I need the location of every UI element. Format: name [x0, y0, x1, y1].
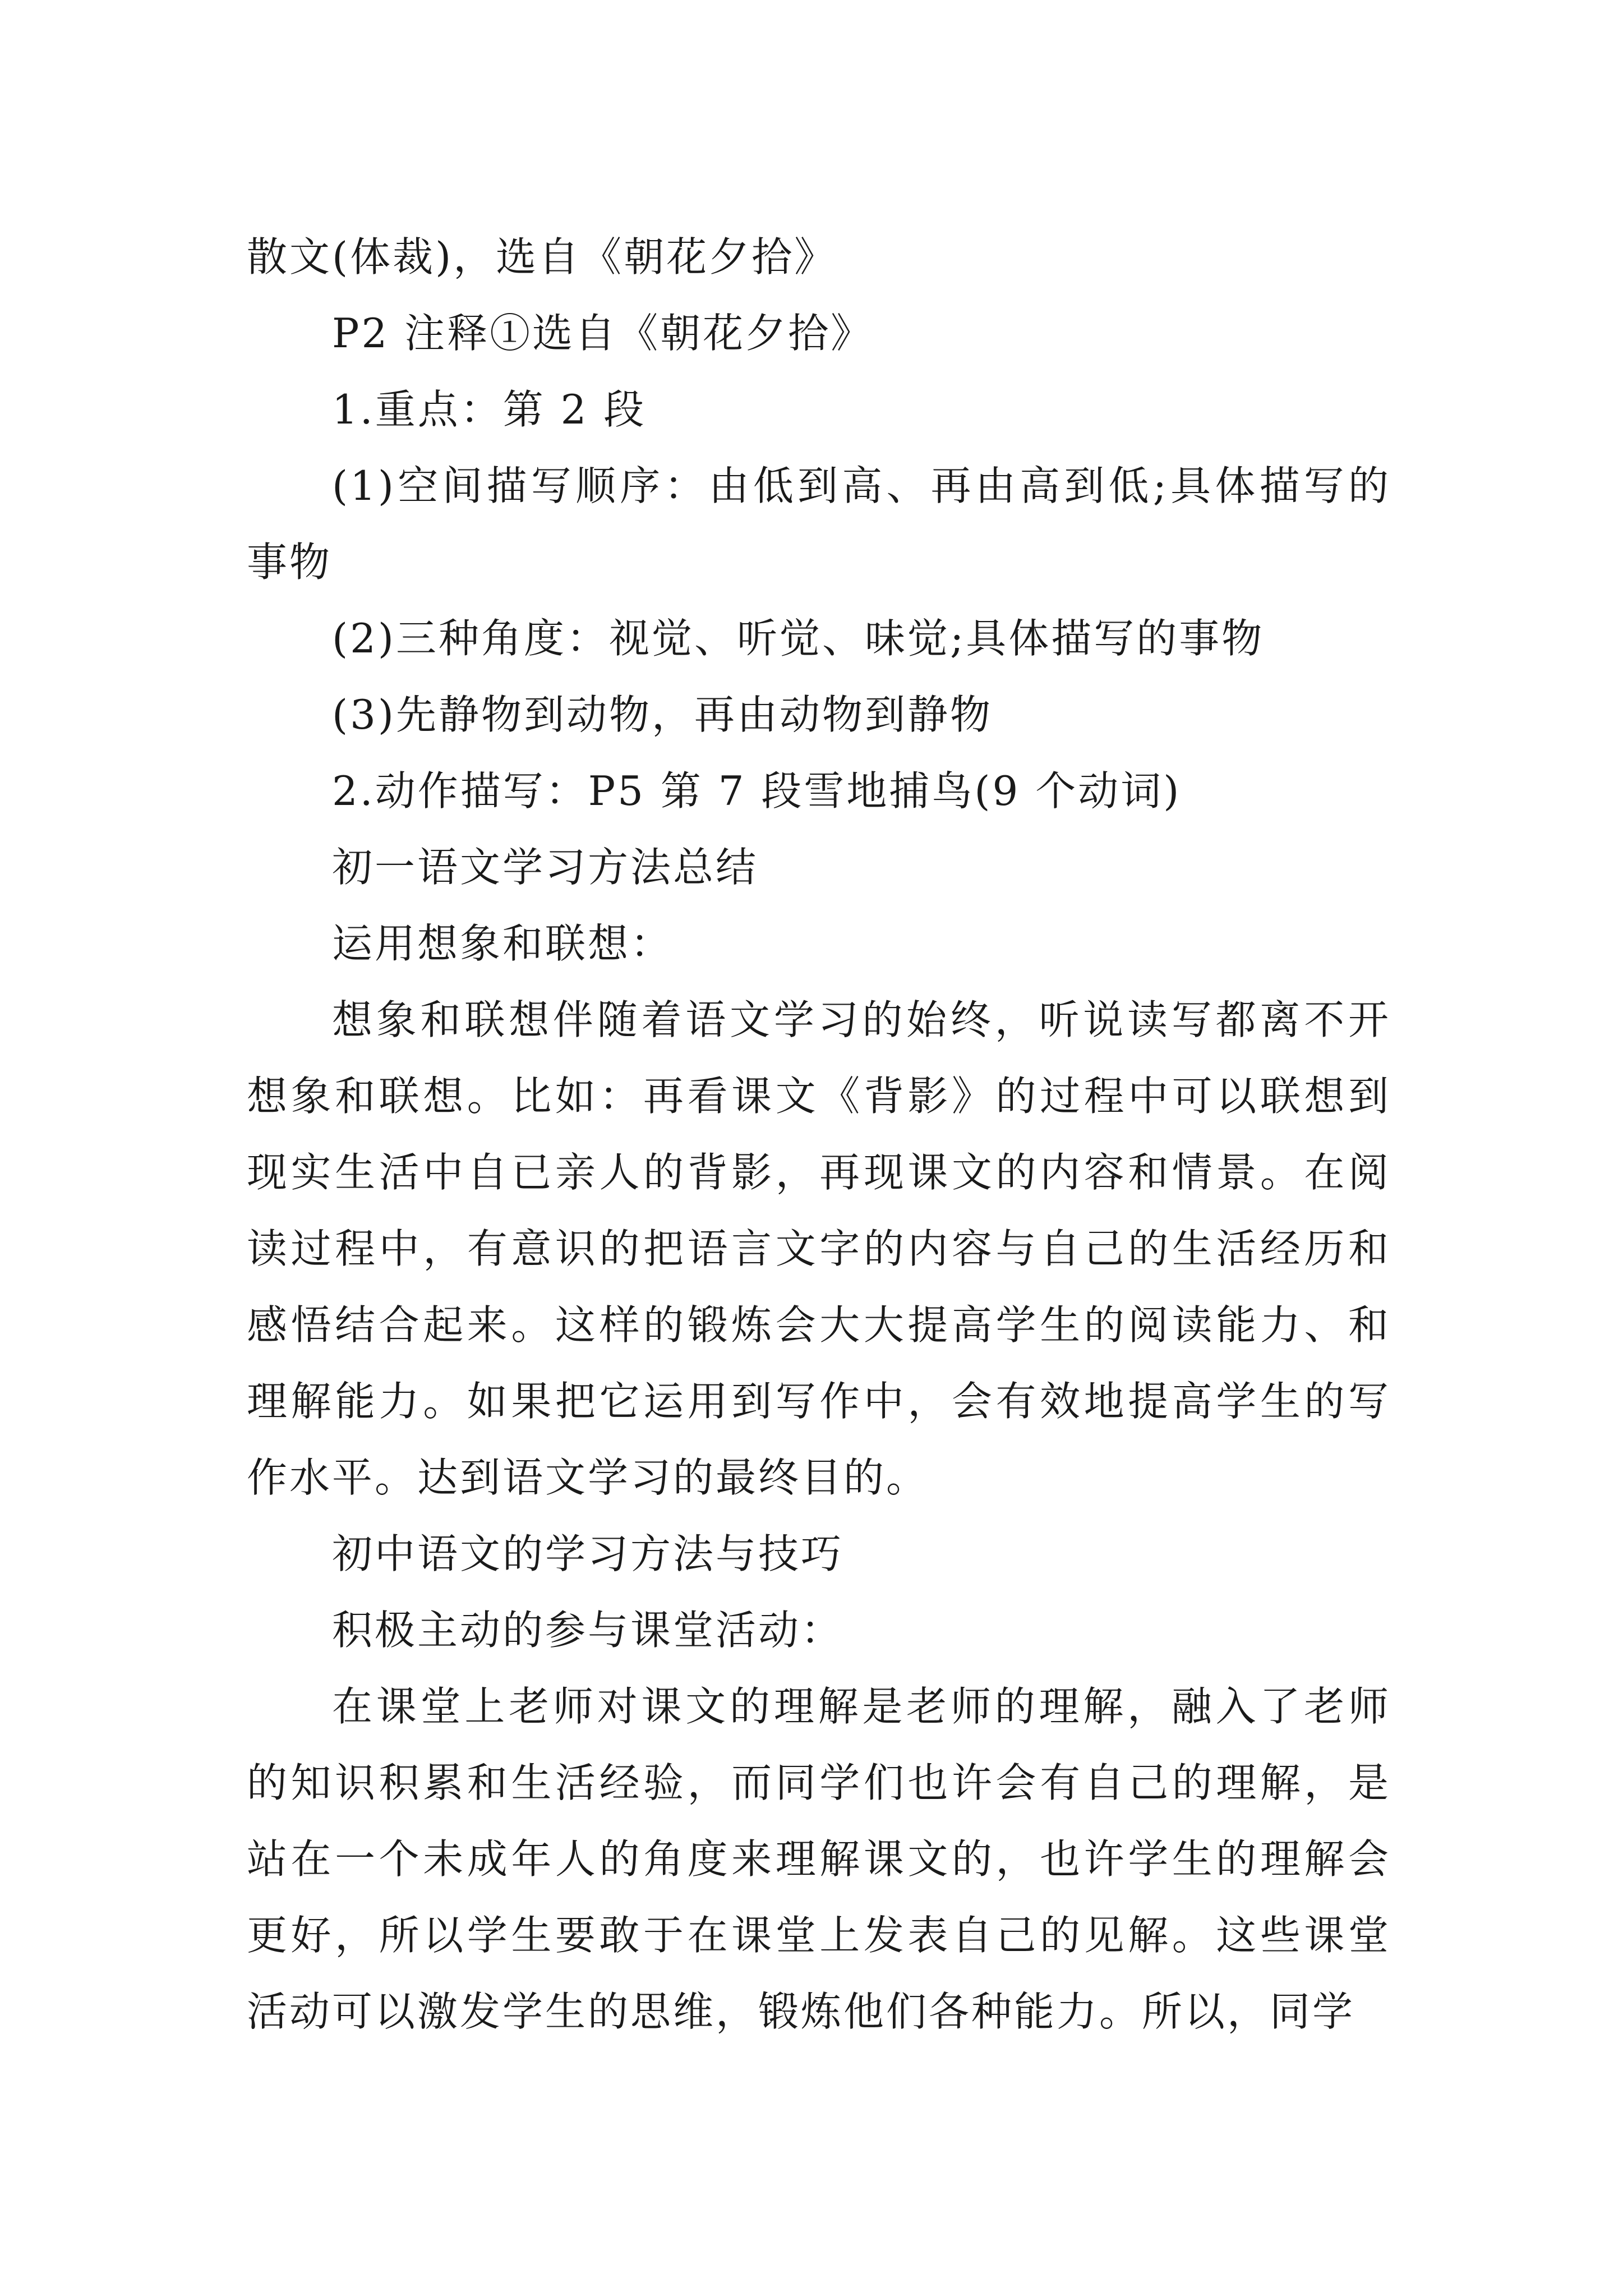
subheading-classroom: 积极主动的参与课堂活动： [332, 1607, 844, 1654]
text-line-genre: 散文(体裁)，选自《朝花夕拾》 [247, 233, 837, 280]
text-line-three-angles: (2)三种角度：视觉、听觉、味觉;具体描写的事物 [332, 615, 1265, 662]
section-heading-study-summary: 初一语文学习方法总结 [332, 844, 759, 891]
paragraph-imagination: 想象和联想伴随着语文学习的始终，听说读写都离不开想象和联想。比如：再看课文《背影》的过程中可以联想到现实生活中自已亲人的背影，再现课文的内容和情景。在阅读过程中，有意识的把语言文字的内容与自己的生活经历和感悟结合起来。这样的锻炼会大大提高学生的阅读能力、和理解能力。如果把它运用到写作中，会有效地提高学生的写作水平。达到语文学习的最终目的。 [247, 996, 1391, 1501]
text-line-note: P2 注释①选自《朝花夕拾》 [332, 310, 874, 357]
paragraph-classroom: 在课堂上老师对课文的理解是老师的理解，融入了老师的知识积累和生活经验，而同学们也许会有自己的理解，是站在一个未成年人的角度来理解课文的，也许学生的理解会更好，所以学生要敢于在课堂上发表自己的见解。这些课堂活动可以激发学生的思维，锻炼他们各种能力。所以，同学 [247, 1683, 1391, 2035]
document-body [247, 219, 1391, 2050]
subheading-imagination: 运用想象和联想： [332, 920, 674, 967]
text-line-action-description: 2.动作描写：P5 第 7 段雪地捕鸟(9 个动词) [332, 767, 1182, 815]
section-heading-methods-skills: 初中语文的学习方法与技巧 [332, 1530, 844, 1577]
text-line-static-dynamic: (3)先静物到动物，再由动物到静物 [332, 691, 993, 738]
paragraph-space-order: (1)空间描写顺序：由低到高、再由高到低;具体描写的事物 [247, 462, 1391, 586]
text-line-key-point: 1.重点：第 2 段 [332, 386, 647, 433]
